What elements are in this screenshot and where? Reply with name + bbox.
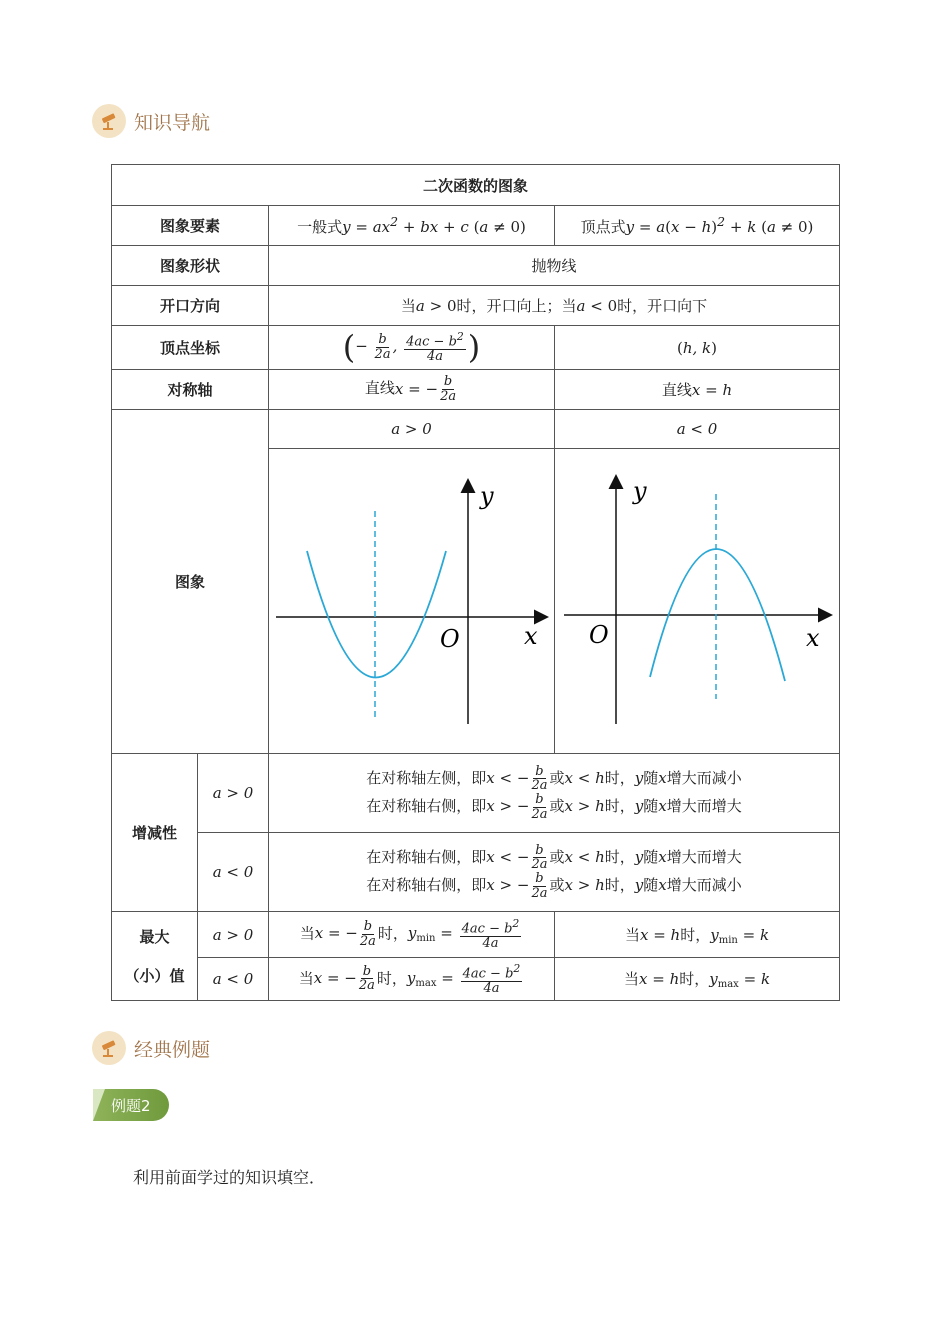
mono-neg-text: 在对称轴右侧，即x < − $\frac{b}{2a}$ 或x < h时，y随x增大而增大 在对称轴右侧，即x > − $\frac{b}{2a}$ 或x > h时，y随x增大而减小 [269, 833, 840, 912]
row-label-graph: 图象 [112, 410, 269, 754]
graph-header-neg: a < 0 [555, 410, 840, 449]
axis-vertexform: 直线x = h [555, 370, 840, 410]
extreme-a-neg: a < 0 [198, 958, 269, 1001]
extreme-min-vertex: 当x = h时，$y_{min} = k$ [555, 912, 840, 958]
svg-text:y: y [632, 477, 647, 505]
knowledge-section-heading [92, 104, 210, 138]
row-label-opening: 开口方向 [112, 286, 269, 326]
svg-text:y: y [479, 482, 494, 510]
extreme-max-vertex: 当x = h时，$y_{max} = k$ [555, 958, 840, 1001]
example-tag: 例题2 [93, 1089, 169, 1121]
row-label-shape: 图象形状 [112, 246, 269, 286]
graph-header-pos: a > 0 [269, 410, 555, 449]
extreme-max-general: 当x = − $\frac{b}{2a}$ 时，$y_{max}$ = $\frac{4ac - b^2}{4a}$ [269, 958, 555, 1001]
extreme-a-pos: a > 0 [198, 912, 269, 958]
vertex-general: (− $\frac{b}{2a}$ , $\frac{4ac - b^2}{4a}$ ) [269, 326, 555, 370]
section-title: 经典例题 [134, 1038, 211, 1061]
row-label-extreme: 最大 （小）值 [112, 912, 198, 1001]
svg-text:O: O [439, 625, 460, 653]
vertex-form-cell: 顶点式$y = a(x - h)^2 + k$ (a ≠ 0) [555, 206, 840, 246]
row-label-vertex: 顶点坐标 [112, 326, 269, 370]
graph-downward-parabola [555, 449, 840, 754]
example-section-heading [92, 1031, 210, 1065]
row-label-monotonicity: 增减性 [112, 754, 198, 912]
table-title: 二次函数的图象 [112, 165, 840, 206]
extreme-min-general: 当x = − $\frac{b}{2a}$ 时，$y_{min}$ = $\frac{4ac - b^2}{4a}$ [269, 912, 555, 958]
svg-text:x: x [523, 622, 538, 650]
row-label-axis: 对称轴 [112, 370, 269, 410]
example-prompt: 利用前面学过的知识填空． [133, 1168, 326, 1187]
opening-value: 当a > 0时，开口向上；当a < 0时，开口向下 [269, 286, 840, 326]
svg-text:x: x [805, 624, 820, 652]
shape-value: 抛物线 [269, 246, 840, 286]
axis-general: 直线x = − $\frac{b}{2a}$ [269, 370, 555, 410]
general-form-cell: 一般式$y = ax^2$ + bx + c (a ≠ 0) [269, 206, 555, 246]
row-label-elements: 图象要素 [112, 206, 269, 246]
telescope-icon [92, 1031, 126, 1065]
section-title: 知识导航 [134, 111, 211, 134]
mono-pos-text: 在对称轴左侧，即x < − $\frac{b}{2a}$ 或x < h时，y随x增大而减小 在对称轴右侧，即x > − $\frac{b}{2a}$ 或x > h时，y随x增大而增大 [269, 754, 840, 833]
svg-text:O: O [588, 621, 609, 649]
vertex-vertexform: (h, k) [555, 326, 840, 370]
quadratic-function-table [111, 164, 840, 1001]
mono-a-pos: a > 0 [198, 754, 269, 833]
mono-a-neg: a < 0 [198, 833, 269, 912]
graph-upward-parabola [269, 449, 555, 754]
telescope-icon [92, 104, 126, 138]
